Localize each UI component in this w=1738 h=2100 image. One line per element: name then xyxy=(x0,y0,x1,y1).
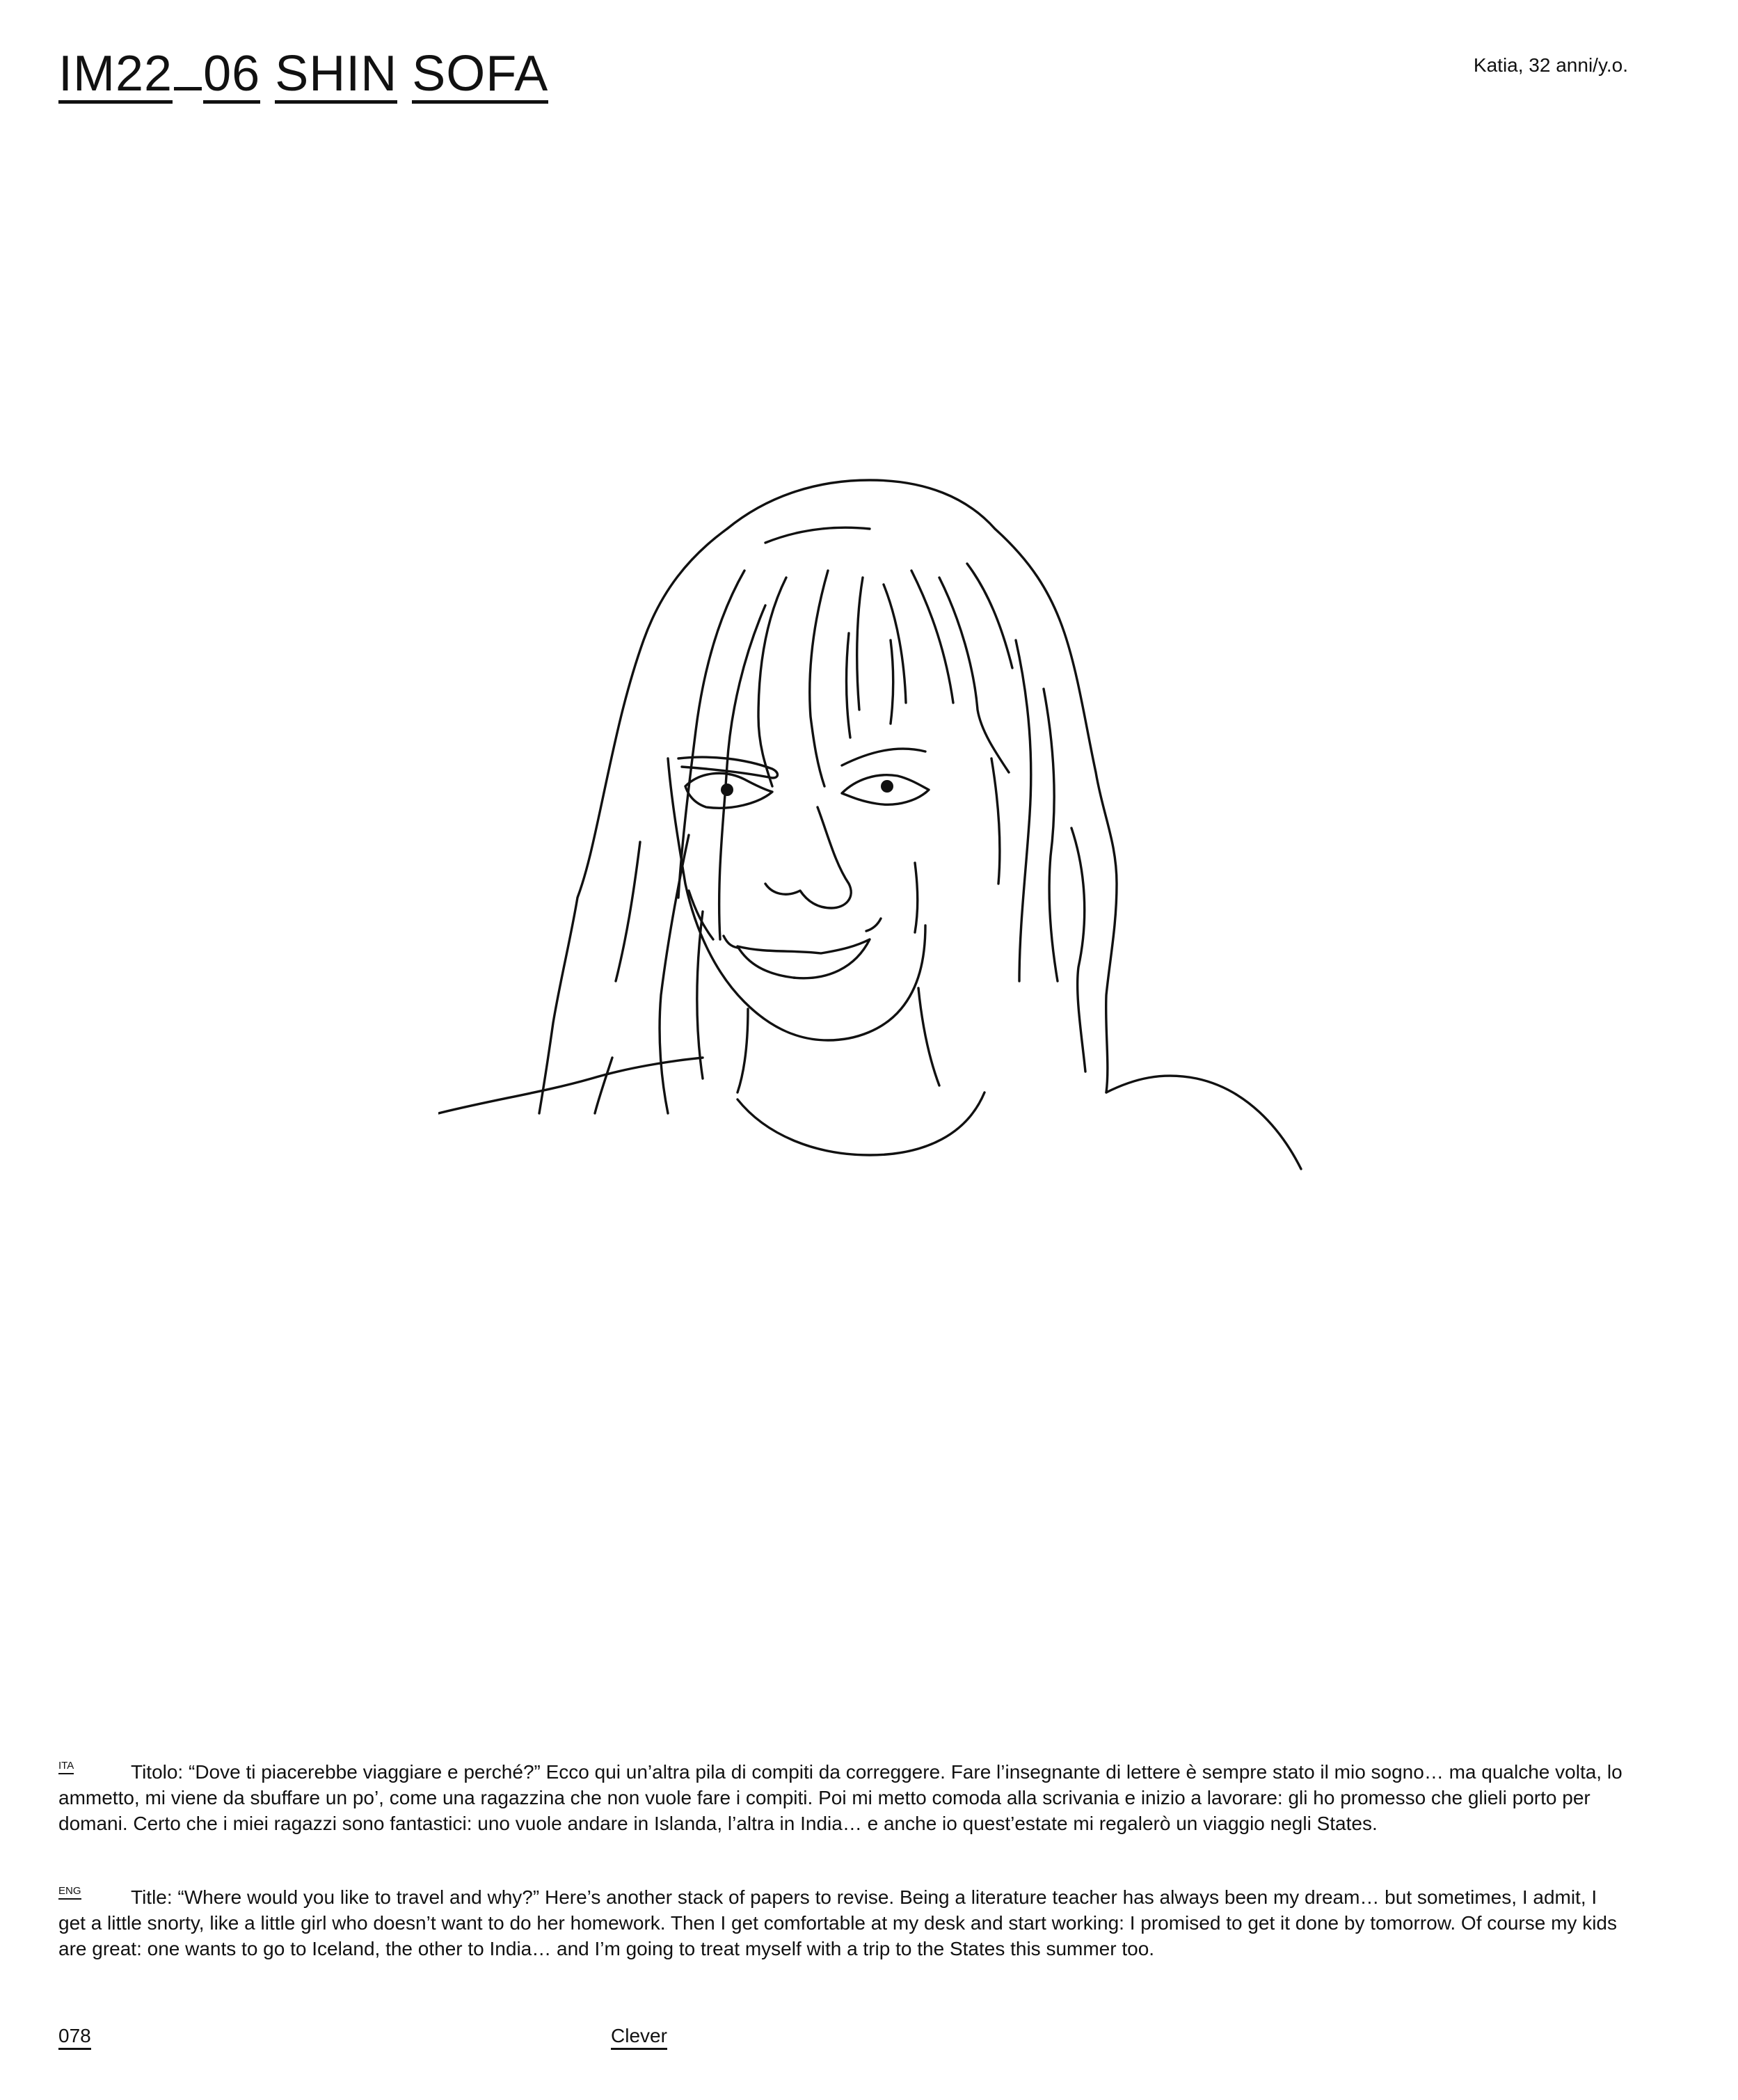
page-title xyxy=(58,46,549,104)
english-paragraph xyxy=(58,1884,1628,1962)
shoulder-right xyxy=(1106,1076,1301,1169)
product-name: SOFA xyxy=(412,49,548,104)
language-label-ita: ITA xyxy=(58,1760,74,1774)
hair-outline-right xyxy=(995,529,1117,1092)
nose xyxy=(765,807,851,908)
eyebrow-right xyxy=(842,749,925,765)
italian-text: Titolo: “Dove ti piacerebbe viaggiare e perché?” Ecco qui un’altra pila di compiti da correggere. Fare l’insegnante di lettere è sempre stato il mio sogno… ma qualche volta, lo ammetto, mi viene da sbuffare un po’, come una ragazzina che non vuole fare i compiti. Poi mi metto comoda alla scrivania e inizio a lavorare: gli ho promesso che glieli porto per domani. Certo che i miei ragazzi sono fantastici: uno vuole andare in Islanda, l’altra in India… e anche io quest’estate mi regalerò un viaggio negli States. xyxy=(58,1761,1623,1834)
page-number: 078 xyxy=(58,2025,91,2050)
subject-caption: Katia, 32 anni/y.o. xyxy=(1473,54,1628,76)
item-number: 06 xyxy=(203,49,260,104)
italian-paragraph xyxy=(58,1759,1628,1836)
language-label-eng: ENG xyxy=(58,1886,81,1900)
hair-top xyxy=(727,480,995,529)
hair-outline-left xyxy=(539,529,727,1113)
brand-name: SHIN xyxy=(275,49,397,104)
woman-portrait-line-drawing-icon xyxy=(438,411,1315,1287)
pupil-left xyxy=(721,783,733,796)
shirt-collar xyxy=(738,1092,984,1155)
section-name: Clever xyxy=(611,2025,667,2050)
pupil-right xyxy=(881,780,893,793)
face-outline xyxy=(668,758,925,1040)
english-text: Title: “Where would you like to travel and why?” Here’s another stack of papers to revise. Being a literature teacher has always been my dream… but sometimes, I admit, I get a little snorty, like a little girl who doesn’t want to do her homework. Then I get comfortable at my desk and start working: I promised to get it done by tomorrow. Of course my kids are great: one wants to go to Iceland, the other to India… and I’m going to treat myself with a trip to the States this summer too. xyxy=(58,1886,1617,1959)
collection-code: IM22 xyxy=(58,49,173,104)
title-separator xyxy=(174,87,202,90)
mouth xyxy=(738,939,870,978)
